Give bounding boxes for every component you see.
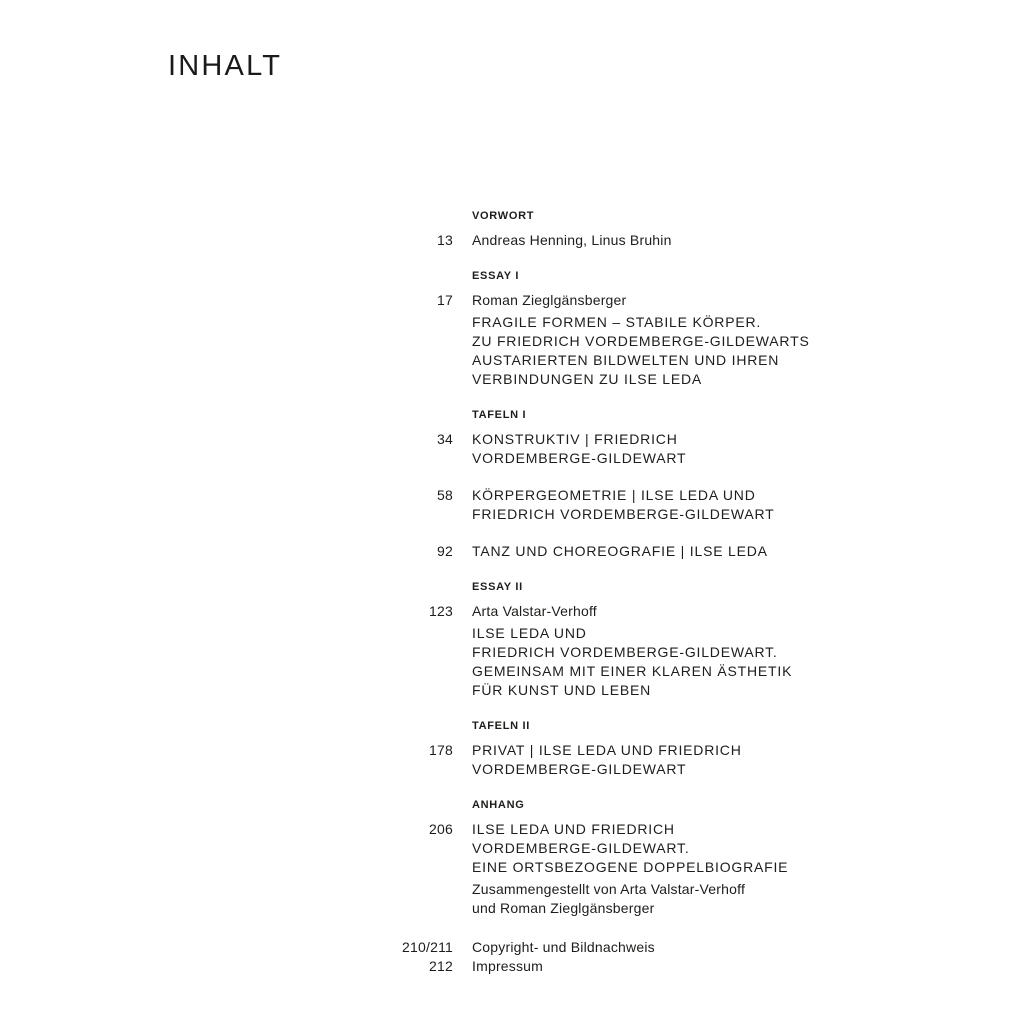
section-entries: [368, 291, 838, 389]
entry-line: Impressum: [472, 958, 544, 974]
entry-page-number: 210/211: [402, 939, 453, 955]
page-title: INHALT: [168, 50, 283, 82]
entry-line: Andreas Henning, Linus Bruhin: [472, 232, 672, 248]
toc-section: [368, 938, 838, 976]
entry-line: Zusammengestellt von Arta Valstar-Verhoff: [472, 881, 746, 897]
toc-entry: [368, 231, 838, 250]
entry-line: PRIVAT | ILSE LEDA UND FRIEDRICH: [472, 742, 742, 758]
entry-line: ZU FRIEDRICH VORDEMBERGE-GILDEWARTS: [472, 333, 810, 349]
section-entries: [368, 430, 838, 561]
toc-entry: [368, 820, 838, 918]
toc-entry: [368, 957, 838, 976]
entry-line: VERBINDUNGEN ZU ILSE LEDA: [472, 371, 703, 387]
entry-lines: [472, 602, 838, 700]
section-entries: [368, 820, 838, 918]
entry-line: FRAGILE FORMEN – STABILE KÖRPER.: [472, 314, 762, 330]
section-entries: [368, 602, 838, 700]
entry-line: ILSE LEDA UND FRIEDRICH: [472, 821, 675, 837]
entry-line: EINE ORTSBEZOGENE DOPPELBIOGRAFIE: [472, 859, 789, 875]
toc-section: [368, 409, 838, 561]
entry-line: FRIEDRICH VORDEMBERGE-GILDEWART.: [472, 644, 778, 660]
entry-line: VORDEMBERGE-GILDEWART: [472, 761, 687, 777]
toc-entry: [368, 602, 838, 700]
entry-page-number: 58: [437, 487, 453, 503]
entry-line: GEMEINSAM MIT EINER KLAREN ÄSTHETIK: [472, 663, 793, 679]
toc-section: [368, 581, 838, 700]
section-entries: [368, 938, 838, 976]
section-entries: [368, 741, 838, 779]
entry-line: KONSTRUKTIV | FRIEDRICH: [472, 431, 678, 447]
entry-page-number: 13: [437, 232, 453, 248]
toc-entry: [368, 542, 838, 561]
section-entries: [368, 231, 838, 250]
toc-entry: [368, 430, 838, 468]
entry-line: FRIEDRICH VORDEMBERGE-GILDEWART: [472, 506, 775, 522]
entry-lines: [472, 820, 838, 918]
entry-lines: [472, 957, 838, 976]
section-header: TAFELN I: [472, 409, 527, 421]
section-header: ANHANG: [472, 799, 525, 811]
toc-entry: [368, 741, 838, 779]
entry-line: und Roman Zieglgänsberger: [472, 900, 655, 916]
entry-page-number: 34: [437, 431, 453, 447]
entry-lines: [472, 291, 838, 389]
toc-entry: [368, 486, 838, 524]
entry-page-number: 92: [437, 543, 453, 559]
toc-section: [368, 799, 838, 918]
section-header: VORWORT: [472, 210, 535, 222]
entry-line: Copyright- und Bildnachweis: [472, 939, 655, 955]
table-of-contents: [368, 210, 838, 976]
entry-lines: [472, 741, 838, 779]
toc-section: [368, 210, 838, 250]
entry-line: TANZ UND CHOREOGRAFIE | ILSE LEDA: [472, 543, 768, 559]
entry-line: Arta Valstar-Verhoff: [472, 603, 597, 619]
toc-entry: [368, 291, 838, 389]
entry-line: Roman Zieglgänsberger: [472, 292, 627, 308]
entry-line: VORDEMBERGE-GILDEWART.: [472, 840, 690, 856]
entry-lines: [472, 231, 838, 250]
entry-line: KÖRPERGEOMETRIE | ILSE LEDA UND: [472, 487, 756, 503]
entry-page-number: 123: [429, 603, 453, 619]
toc-section: [368, 720, 838, 779]
entry-page-number: 212: [429, 958, 453, 974]
entry-lines: [472, 430, 838, 468]
entry-line: AUSTARIERTEN BILDWELTEN UND IHREN: [472, 352, 780, 368]
entry-lines: [472, 542, 838, 561]
entry-line: VORDEMBERGE-GILDEWART: [472, 450, 687, 466]
entry-lines: [472, 938, 838, 957]
toc-entry: [368, 938, 838, 957]
toc-section: [368, 270, 838, 389]
entry-page-number: 178: [429, 742, 453, 758]
section-header: ESSAY I: [472, 270, 520, 282]
entry-lines: [472, 486, 838, 524]
entry-page-number: 206: [429, 821, 453, 837]
entry-line: ILSE LEDA UND: [472, 625, 587, 641]
entry-page-number: 17: [437, 292, 453, 308]
section-header: ESSAY II: [472, 581, 523, 593]
entry-line: FÜR KUNST UND LEBEN: [472, 682, 652, 698]
section-header: TAFELN II: [472, 720, 531, 732]
